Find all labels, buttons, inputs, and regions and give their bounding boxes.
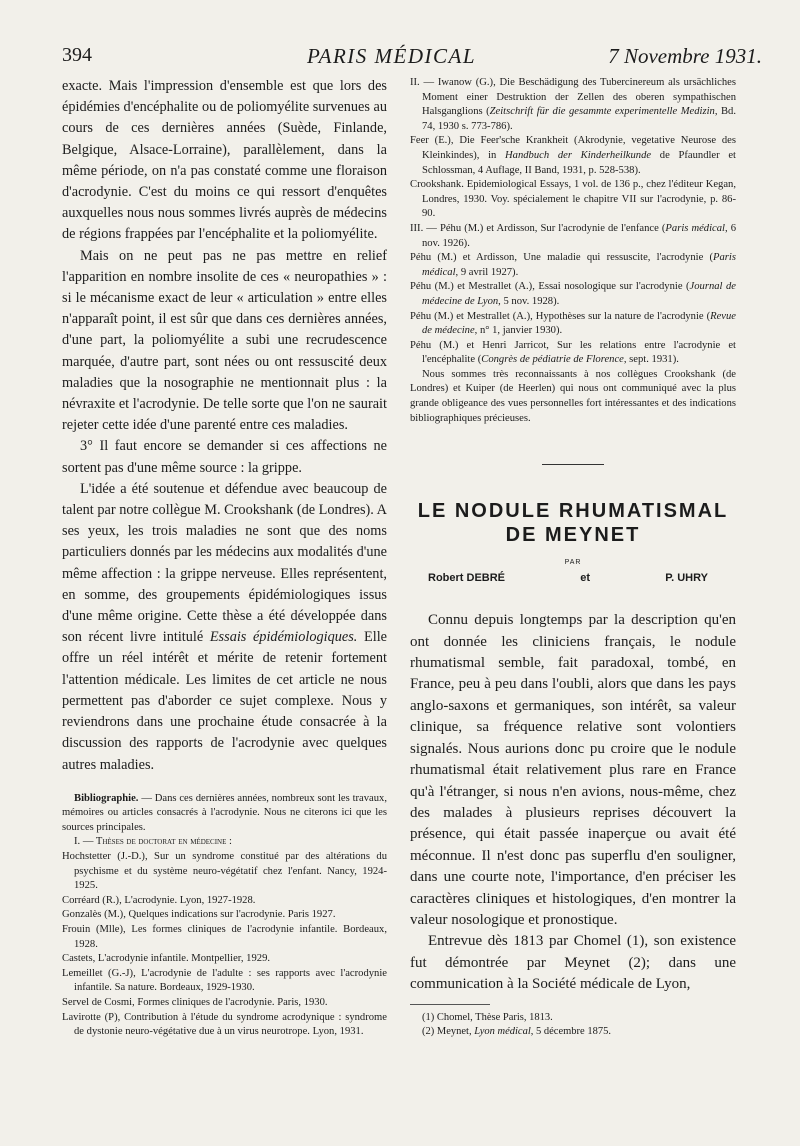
article-body: [410, 610, 736, 995]
acknowledgement: Nous sommes très reconnaissants à nos collègues Crookshank (de Londres) et Kuiper (de Heerlen) qui nous ont communiqué avec la plus grande obligeance des vues personnelles fort intéressantes et des indications bibliographiques précieuses.: [410, 368, 736, 424]
entry-text: , 5 nov. 1928).: [498, 295, 560, 307]
bibliography: [62, 792, 387, 1040]
bibliography-entry: Gonzalès (M.), Quelques indications sur l'acrodynie. Paris 1927.: [62, 909, 336, 921]
bibliography-section: I. — Thèses de doctorat en médecine :: [74, 836, 232, 848]
paragraph-text: L'idée a été soutenue et défendue avec beaucoup de talent par notre collègue M. Crookshank (de Londres). A ses yeux, les trois maladies ne sont que des noms particuliers donnés par les médecins aux modalités d'une même affection : la grippe nerveuse. Elles représentent, en somme, des groupements épidémiologiques issus d'une même origine. Cette thèse a été développée dans son récent livre intitulé: [62, 480, 387, 646]
author-name: P. UHRY: [665, 572, 708, 585]
bibliography-intro: [62, 792, 387, 836]
bibliography-entry: [410, 339, 736, 368]
bibliography-entry: Castets, L'acrodynie infantile. Montpellier, 1929.: [62, 953, 271, 965]
bibliography-entry: [410, 280, 736, 309]
footnotes: [410, 1011, 736, 1039]
bibliography-entry: Crookshank. Epidemiological Essays, 1 vol. de 136 p., chez l'éditeur Kegan, Londres, 1930. Voy. spécialement le chapitre VII sur l'acrodynie, p. 86-90.: [410, 179, 736, 220]
footnote-rule: [410, 1004, 490, 1005]
entry-text: , 6 nov. 1926).: [422, 222, 736, 249]
bibliography-entry: [410, 310, 736, 339]
bibliography-entry: Hochstetter (J.-D.), Sur un syndrome constitué par des altérations du psychisme et du système neuro-végétatif chez l'enfant. Nancy, 1924-1925.: [62, 851, 387, 892]
entry-text: Péhu (M.) et Mestrallet (A.), Hypothèses sur la nature de l'acrodynie (: [410, 310, 711, 322]
paragraph: exacte. Mais l'impression d'ensemble est que lors des épidémies d'encéphalite ou de poliomyélite survenues au cours de ces dernières années (Suède, Finlande, Belgique, Alsace-Lorraine), parallèlement, dans la même période, on n'a pas constaté comme une floraison d'acrodynie. C'est du moins ce qui ressort d'enquêtes auxquelles nous nous sommes livrés auprès de médecins de régions frappées par l'encéphalite et la poliomyélite.: [62, 78, 387, 243]
journal-name: Handbuch der Kinderheilkunde: [505, 149, 652, 161]
bibliography-intro-text: — Dans ces dernières années, nombreux sont les travaux, mémoires ou articles consacrés à l'acrodynie. Nous ne citerons ici que les sources principales.: [62, 792, 387, 833]
paragraph: 3° Il faut encore se demander si ces affections ne sortent pas d'une même source : la grippe.: [62, 438, 387, 476]
entry-text: , Bd. 74, 1930 s. 773-786).: [422, 106, 737, 132]
paragraph: Connu depuis longtemps par la description qu'en ont donnée les cliniciens français, le nodule rhumatismal semble, fait paradoxal, tombé, en France, peu à peu dans l'oubli, alors que dans les pays anglo-saxons et germaniques, son intérêt, sa valeur clinique, sa fréquence relative sont volontiers signalés. Nous aurions donc pu croire que le nodule rhumatismal était relativement plus rare en France qu'à l'étranger, si nous n'en avions, nous-même, chez des malades à plusieurs reprises découvert la présence, qui était passée inaperçue ou avait été méconnue. Il n'est donc pas superflu d'en souligner, dans une courte note, l'importance, d'en préciser les caractères cliniques et histologiques, d'en montrer la valeur nosologique et pronostique.: [410, 612, 736, 928]
journal-name: Revue de médecine: [422, 310, 736, 337]
left-column: [62, 76, 387, 1040]
footnote: [422, 1025, 736, 1039]
paragraph: [62, 479, 387, 776]
right-column: [410, 76, 736, 1039]
entry-text: , 9 avril 1927).: [455, 266, 519, 278]
paragraph: Mais on ne peut pas ne pas mettre en relief l'apparition en nombre insolite de ces « neuropathies » : si le mécanisme exact de leur « articulation » entre elles n'apparaît point, il est sûr que dans ces dernières années, d'une part, la poliomyélite a subi une recrudescence marquée, d'autre part, sont nées ou ont ressuscité deux maladies que la nosographie ne mentionnait plus : la névraxite et l'acrodynie. De telle sorte que l'on ne saurait rejeter cette idée d'une parenté entre ces maladies.: [62, 247, 387, 434]
section-divider: [542, 464, 604, 465]
bibliography-entry: [410, 222, 736, 251]
footnote-text: , 5 décembre 1875.: [530, 1025, 611, 1037]
bibliography-label: Bibliographie.: [74, 792, 139, 804]
bibliography-entry: [410, 251, 736, 280]
entry-text: Péhu (M.) et Ardisson, Une maladie qui ressuscite, l'acrodynie (: [410, 252, 714, 264]
page-number: 394: [62, 44, 92, 66]
article-title-line: DE MEYNET: [505, 524, 641, 547]
journal-name: Paris médical: [665, 222, 725, 234]
bibliography-entry: Servel de Cosmi, Formes cliniques de l'acrodynie. Paris, 1930.: [62, 997, 328, 1009]
entry-text: Péhu (M.) et Mestrallet (A.), Essai nosologique sur l'acrodynie (: [410, 281, 690, 293]
bibliography-entry: Corréard (R.), L'acrodynie. Lyon, 1927-1928.: [62, 894, 256, 906]
paragraph-text: Elle offre un réel intérêt et mérite de retenir fortement l'attention médicale. Les limites de cet article ne nous permettent pas d'aborder ce sujet complexe. Nous y reviendrons dans une prochaine étude consacrée à la discussion des rapports de l'acrodynie avec quelques autres maladies.: [62, 629, 388, 773]
journal-name: Congrès de pédiatrie de Florence: [481, 354, 624, 366]
article-title: [410, 499, 736, 547]
book-title: Essais épidémiologiques.: [209, 629, 358, 646]
bibliography-continued: [410, 76, 736, 426]
entry-text: II. — Iwanow (G.), Die Beschädigung des Tubercinereum als ursächliches Moment einer Destruktion der Zellen des oberen sympathischen Halsganglions (: [410, 77, 736, 118]
author-line: [428, 572, 708, 584]
article-title-line: LE NODULE RHUMATISMAL: [417, 500, 729, 523]
journal-name: Zeitschrift für die gesammte experimentelle Medizin: [489, 106, 715, 118]
entry-text: Péhu (M.) et Henri Jarricot, Sur les relations entre l'acrodynie et l'encéphalite (: [410, 339, 736, 366]
journal-title: PARIS MÉDICAL: [307, 44, 477, 68]
entry-text: Feer (E.), Die Feer'sche Krankheit (Akrodynie, vegetative Neurose des Kleinkindes), in: [410, 135, 736, 161]
journal-name: Paris médical: [422, 252, 736, 278]
bibliography-entry: [410, 76, 736, 134]
footnote: (1) Chomel, Thèse Paris, 1813.: [422, 1011, 553, 1023]
author-conjunction: et: [580, 572, 590, 585]
byline-par: PAR: [564, 559, 582, 567]
bibliography-entry: Frouin (Mlle), Les formes cliniques de l'acrodynie infantile. Bordeaux, 1928.: [62, 924, 387, 950]
footnote-text: (2) Meynet,: [422, 1025, 472, 1037]
entry-text: de Pfaundler et Schlossman, 4 Auflage, II Band, 1931, p. 528-538).: [422, 149, 736, 176]
author-name: Robert DEBRÉ: [428, 572, 506, 585]
entry-text: , sept. 1931).: [623, 354, 679, 366]
page-header: [62, 44, 762, 74]
entry-text: , n° 1, janvier 1930).: [474, 325, 563, 337]
journal-name: Journal de médecine de Lyon: [422, 281, 736, 307]
bibliography-entry: [410, 134, 736, 178]
journal-name: Lyon médical: [474, 1025, 531, 1037]
entry-text: III. — Péhu (M.) et Ardisson, Sur l'acrodynie de l'enfance (: [410, 222, 666, 234]
bibliography-entry: Lavirotte (P), Contribution à l'étude du syndrome acrodynique : syndrome de dystonie neuro-végétative due à un virus neurotrope. Lyon, 1931.: [62, 1011, 387, 1038]
bibliography-entry: Lemeillet (G.-J), L'acrodynie de l'adulte : ses rapports avec l'acrodynie infantile. Sa nature. Bordeaux, 1929-1930.: [62, 967, 387, 994]
paragraph: Entrevue dès 1813 par Chomel (1), son existence fut démontrée par Meynet (2); dans une communication à la Société médicale de Lyon,: [410, 933, 736, 993]
issue-date: 7 Novembre 1931.: [608, 44, 762, 68]
